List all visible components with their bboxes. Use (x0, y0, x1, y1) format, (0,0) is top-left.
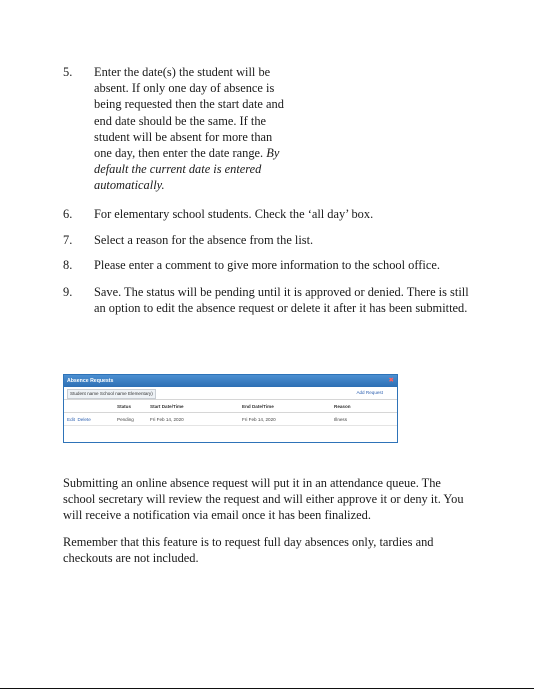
page-bottom-rule (0, 688, 534, 689)
column-header: Start Date/Time (147, 401, 239, 413)
absence-table (64, 401, 397, 426)
step-text: Enter the date(s) the student will be absent. If only one day of absence is being requested then the start date and end date should be the same. If the student will be absent for more than one day, then enter the date range. (94, 65, 284, 161)
step-6 (63, 206, 483, 222)
status-cell: Pending (114, 413, 147, 426)
full-day-paragraph: Remember that this feature is to request full day absences only, tardies and checkouts are not included. (63, 534, 434, 565)
step-number: 9. (63, 285, 73, 300)
column-header: Reason (331, 401, 397, 413)
step-text: Please enter a comment to give more information to the school office. (94, 258, 440, 273)
step-note: By default the current date is entered automatically. (94, 146, 280, 193)
start-date-cell: Fri Feb 14, 2020 (147, 413, 239, 426)
step-8 (63, 257, 483, 273)
step-5 (63, 64, 289, 194)
step-7 (63, 232, 483, 248)
student-tab[interactable]: Student name School name Elementary) (67, 389, 156, 399)
table-header-row (64, 401, 397, 413)
edit-link[interactable]: Edit (67, 416, 75, 422)
panel-title-bar (64, 375, 397, 387)
table-row (64, 413, 397, 426)
queue-paragraph: Submitting an online absence request will put it in an attendance queue. The school secretary will review the request and will either approve it or deny it. You will receive a notification via email once it has been finalized. (63, 476, 464, 523)
step-number: 6. (63, 206, 73, 221)
instruction-list (63, 64, 483, 317)
step-text: Save. The status will be pending until it is approved or denied. There is still an option to edit the absence request or delete it after it has been submitted. (94, 285, 469, 316)
delete-link[interactable]: Delete (77, 416, 91, 422)
panel-title: Absence Requests (67, 378, 114, 384)
panel-subheader (64, 387, 397, 400)
add-request-link[interactable]: Add Request (356, 390, 383, 395)
absence-requests-panel (63, 374, 398, 443)
body-paragraphs (63, 475, 473, 566)
column-header: End Date/Time (239, 401, 331, 413)
step-number: 8. (63, 258, 73, 273)
reason-cell: Illness (331, 413, 397, 426)
step-number: 5. (63, 65, 73, 79)
step-text: Select a reason for the absence from the list. (94, 232, 314, 247)
step-number: 7. (63, 232, 73, 247)
column-header (64, 401, 114, 413)
end-date-cell: Fri Feb 14, 2020 (239, 413, 331, 426)
column-header: Status (114, 401, 147, 413)
close-icon[interactable]: ✖ (388, 377, 394, 384)
step-9 (63, 284, 483, 316)
step-text: For elementary school students. Check the ‘all day’ box. (94, 206, 374, 221)
